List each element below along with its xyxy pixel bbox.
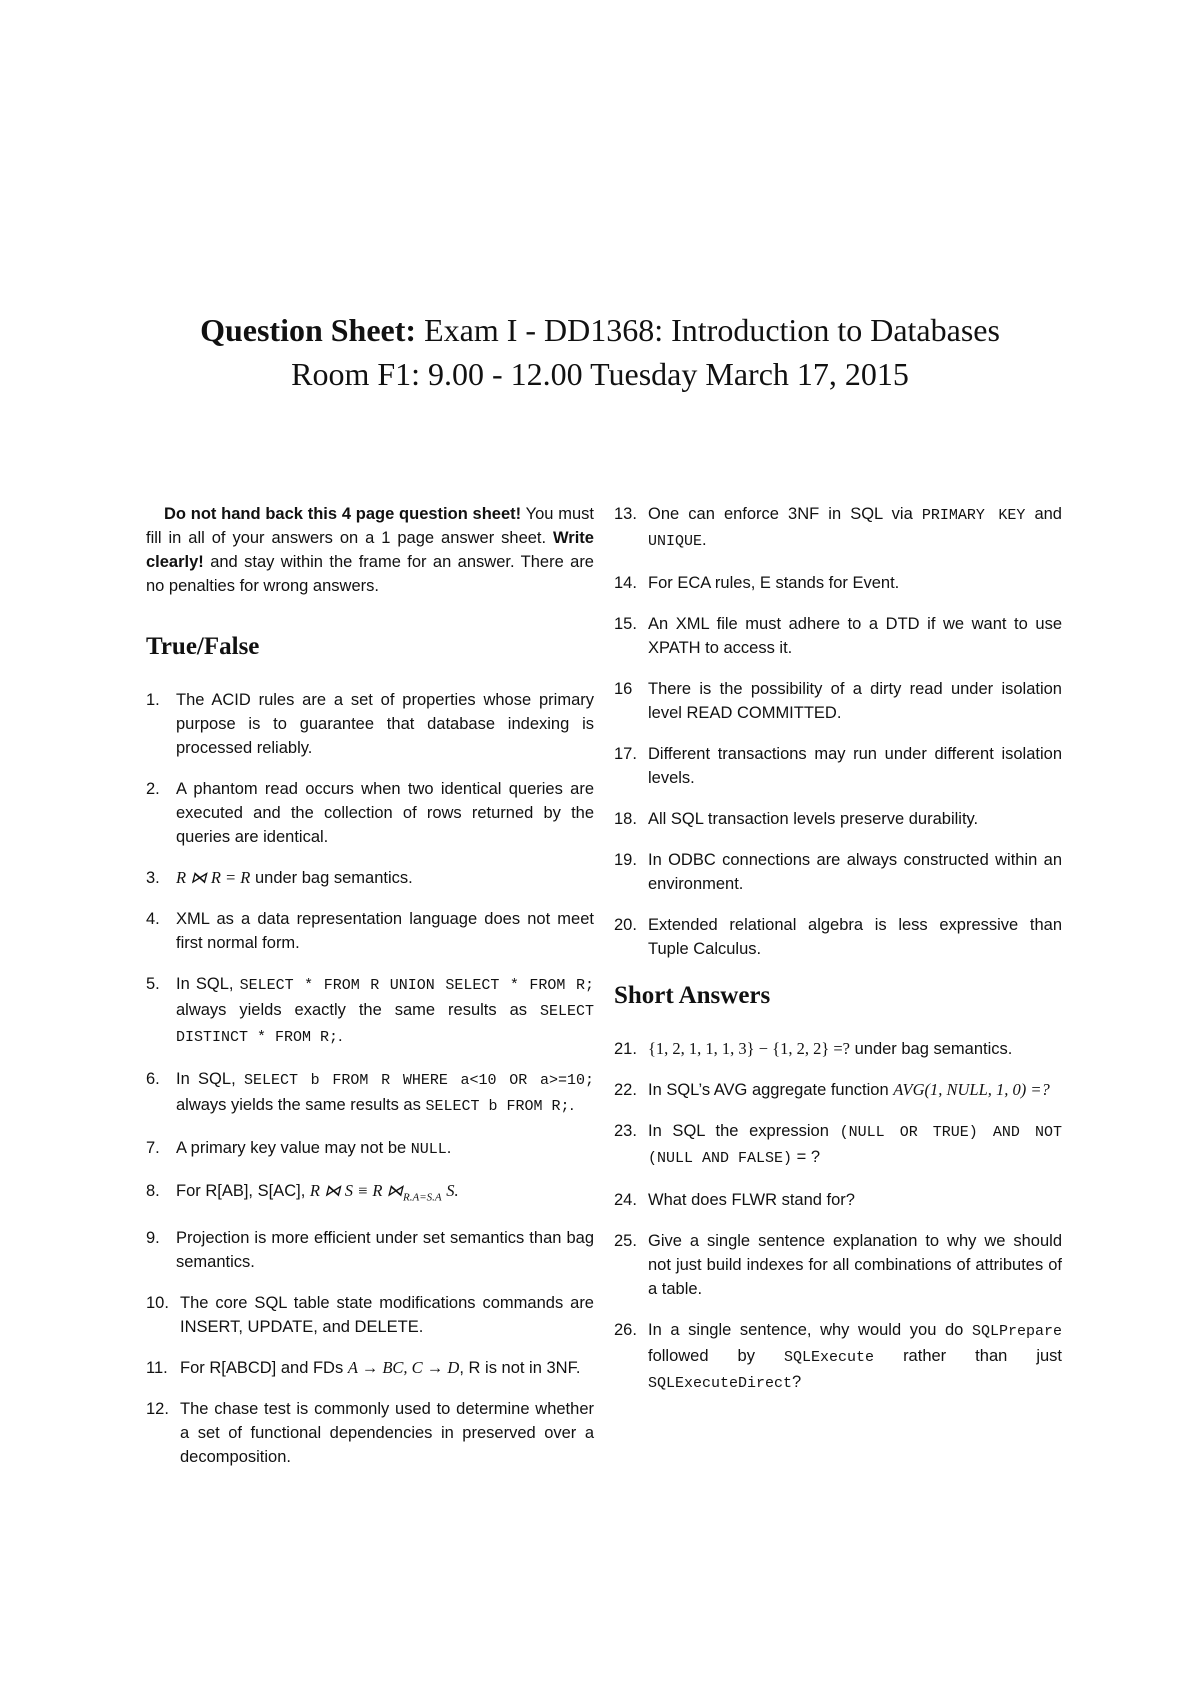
question-16 xyxy=(614,677,1062,725)
question-text: In SQL, xyxy=(176,1070,236,1088)
sql-code: SELECT b FROM R; xyxy=(425,1098,570,1115)
question-text: In SQL the expression xyxy=(648,1122,829,1140)
left-column xyxy=(146,502,594,1486)
question-11 xyxy=(146,1356,594,1380)
question-8 xyxy=(146,1179,594,1209)
question-10 xyxy=(146,1291,594,1339)
question-text: . xyxy=(702,531,707,549)
question-text: Give a single sentence explanation to why we should not just build indexes for all combinations of attributes of a table. xyxy=(648,1232,1062,1298)
sql-code: UNIQUE xyxy=(648,533,703,550)
question-text: under bag semantics. xyxy=(854,1040,1013,1058)
question-text: rather than just xyxy=(903,1347,1062,1365)
question-number: 14. xyxy=(614,574,637,592)
right-column xyxy=(614,502,1062,1413)
math-expression: R ⋈ R = R xyxy=(176,868,251,887)
question-text: All SQL transaction levels preserve durability. xyxy=(648,810,979,828)
question-text: always yields exactly the same results as xyxy=(176,1001,528,1019)
question-text: For ECA rules, E stands for Event. xyxy=(648,574,900,592)
question-4 xyxy=(146,907,594,955)
question-text: = ? xyxy=(796,1148,821,1166)
sql-code: PRIMARY KEY xyxy=(921,507,1026,524)
question-24 xyxy=(614,1188,1062,1212)
question-number: 10. xyxy=(146,1294,169,1313)
question-number: 21. xyxy=(614,1040,637,1058)
question-text: For R[AB], S[AC], xyxy=(176,1182,306,1200)
question-text: The core SQL table state modifications commands are INSERT, UPDATE, and DELETE. xyxy=(180,1294,594,1337)
section-heading-true-false: True/False xyxy=(146,633,260,660)
question-2 xyxy=(146,777,594,849)
question-number: 12. xyxy=(146,1400,169,1419)
question-number: 3. xyxy=(146,869,160,887)
question-number: 2. xyxy=(146,780,160,798)
question-text: followed by xyxy=(648,1347,755,1365)
question-17 xyxy=(614,742,1062,790)
question-13 xyxy=(614,502,1062,554)
question-text: Projection is more efficient under set semantics than bag semantics. xyxy=(176,1229,594,1272)
question-5 xyxy=(146,972,594,1050)
sql-code: NULL xyxy=(410,1141,447,1158)
math-expression: S. xyxy=(446,1181,459,1200)
question-text: always yields the same results as xyxy=(176,1096,421,1114)
question-number: 23. xyxy=(614,1122,637,1140)
question-number: 25. xyxy=(614,1232,637,1250)
question-6 xyxy=(146,1067,594,1119)
intro-bold-2: Write clearly! xyxy=(146,529,594,571)
question-12 xyxy=(146,1397,594,1469)
section-heading-short-answers: Short Answers xyxy=(614,982,771,1009)
question-14 xyxy=(614,571,1062,595)
title-bold: Question Sheet: xyxy=(200,312,417,348)
question-number: 7. xyxy=(146,1139,160,1157)
sql-code: SELECT b FROM R WHERE a<10 OR a>=10; xyxy=(243,1072,594,1089)
question-9 xyxy=(146,1226,594,1274)
question-number: 26. xyxy=(614,1321,637,1339)
question-1 xyxy=(146,688,594,760)
question-number: 5. xyxy=(146,975,160,993)
sql-code: (NULL OR TRUE) AND NOT (NULL AND FALSE) xyxy=(648,1124,1062,1167)
question-text: . xyxy=(569,1096,575,1114)
question-21 xyxy=(614,1037,1062,1061)
question-number: 17. xyxy=(614,745,637,763)
question-number: 20. xyxy=(614,916,637,934)
question-number: 22. xyxy=(614,1081,637,1099)
question-number: 8. xyxy=(146,1182,160,1200)
question-text: There is the possibility of a dirty read under isolation level READ COMMITTED. xyxy=(648,680,1062,722)
sql-code: SQLExecute xyxy=(784,1349,875,1366)
question-20 xyxy=(614,913,1062,961)
math-subscript: R.A=S.A xyxy=(403,1191,442,1204)
sql-code: SQLPrepare xyxy=(971,1323,1062,1340)
question-19 xyxy=(614,848,1062,896)
sql-code: SELECT * FROM R UNION SELECT * FROM R; xyxy=(239,977,594,994)
question-text: What does FLWR stand for? xyxy=(648,1191,855,1209)
math-expression: A → BC, C → D xyxy=(347,1358,460,1378)
math-expression: AVG(1, NULL, 1, 0) =? xyxy=(893,1080,1050,1099)
question-text: A primary key value may not be xyxy=(176,1139,407,1157)
question-7 xyxy=(146,1136,594,1162)
math-expression: R ⋈ S ≡ R ⋈ xyxy=(309,1181,404,1200)
question-text: . xyxy=(338,1027,343,1045)
question-text: The ACID rules are a set of properties whose primary purpose is to guarantee that database indexing is processed reliably. xyxy=(176,691,594,757)
question-number: 15. xyxy=(614,615,637,633)
question-number: 24. xyxy=(614,1191,637,1209)
question-text: The chase test is commonly used to determine whether a set of functional dependencies in preserved over a decomposition. xyxy=(180,1400,594,1467)
question-text: under bag semantics. xyxy=(254,869,413,887)
sql-code: SELECT DISTINCT * FROM R; xyxy=(176,1003,594,1046)
question-text: One can enforce 3NF in SQL via xyxy=(648,505,913,523)
intro-bold-1: Do not hand back this 4 page question sheet! xyxy=(164,505,522,523)
question-text: For R[ABCD] and FDs xyxy=(180,1359,344,1378)
sql-code: SQLExecuteDirect xyxy=(648,1375,793,1392)
question-text: and xyxy=(1034,505,1062,523)
title-text: Exam I - DD1368: Introduction to Databases xyxy=(424,312,1000,348)
question-text: , R is not in 3NF. xyxy=(459,1359,581,1378)
question-text: XML as a data representation language does not meet first normal form. xyxy=(176,910,594,952)
question-number: 19. xyxy=(614,851,637,869)
question-text: In SQL’s AVG aggregate function xyxy=(648,1081,889,1099)
question-text: Different transactions may run under different isolation levels. xyxy=(648,745,1062,787)
intro-text-2: and stay within the frame for an answer. There are no penalties for wrong answers. xyxy=(146,553,594,595)
question-text: A phantom read occurs when two identical queries are executed and the collection of rows returned by the queries are identical. xyxy=(176,780,594,846)
question-number: 9. xyxy=(146,1229,160,1248)
question-18 xyxy=(614,807,1062,831)
intro-text-1: You must fill in all of your answers on a 1 page answer sheet. xyxy=(146,505,594,547)
question-number: 18. xyxy=(614,810,637,828)
question-text: In a single sentence, why would you do xyxy=(648,1321,964,1339)
question-3 xyxy=(146,866,594,890)
question-text: In SQL, xyxy=(176,975,234,993)
subtitle: Room F1: 9.00 - 12.00 Tuesday March 17, 2015 xyxy=(291,356,909,392)
title-line xyxy=(0,308,1200,352)
question-text: . xyxy=(446,1139,452,1157)
question-text: In ODBC connections are always constructed within an environment. xyxy=(648,851,1062,893)
question-text: An XML file must adhere to a DTD if we want to use XPATH to access it. xyxy=(648,615,1062,657)
question-25 xyxy=(614,1229,1062,1301)
question-number: 13. xyxy=(614,505,637,523)
question-number: 1. xyxy=(146,691,160,709)
question-22 xyxy=(614,1078,1062,1102)
intro-paragraph xyxy=(146,502,594,598)
question-text: ? xyxy=(792,1373,802,1391)
question-23 xyxy=(614,1119,1062,1171)
question-15 xyxy=(614,612,1062,660)
question-26 xyxy=(614,1318,1062,1396)
question-number: 6. xyxy=(146,1070,160,1088)
question-number: 11. xyxy=(146,1359,168,1378)
page-title xyxy=(0,308,1200,396)
question-number: 16 xyxy=(614,680,633,698)
question-number: 4. xyxy=(146,910,160,928)
question-text: Extended relational algebra is less expressive than Tuple Calculus. xyxy=(648,916,1062,958)
math-expression: {1, 2, 1, 1, 1, 3} − {1, 2, 2} =? xyxy=(648,1039,850,1058)
